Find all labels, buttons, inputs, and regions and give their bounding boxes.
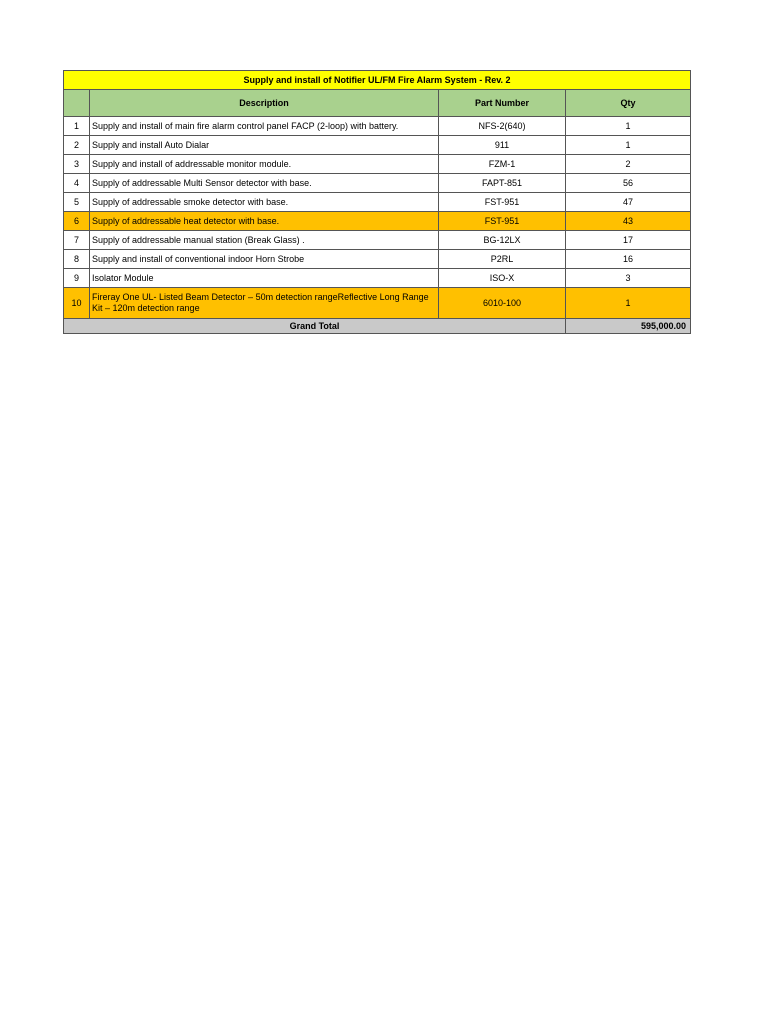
table-row-highlighted [64,212,691,231]
sheet-title: Supply and install of Notifier UL/FM Fire Alarm System - Rev. 2 [64,71,691,90]
row-part-number: BG-12LX [439,231,566,250]
row-number: 8 [64,250,90,269]
table-row [64,250,691,269]
header-no [64,90,90,117]
row-description: Supply and install of addressable monitor module. [90,155,439,174]
row-description: Supply of addressable smoke detector with base. [90,193,439,212]
row-number: 9 [64,269,90,288]
row-part-number: ISO-X [439,269,566,288]
table-row [64,231,691,250]
title-row [64,71,691,90]
header-description: Description [90,90,439,117]
row-qty: 3 [566,269,691,288]
row-number: 5 [64,193,90,212]
row-part-number: FST-951 [439,193,566,212]
table-row [64,269,691,288]
row-description: Supply and install of conventional indoor Horn Strobe [90,250,439,269]
row-number: 2 [64,136,90,155]
row-number: 1 [64,117,90,136]
grand-total-value: 595,000.00 [566,319,691,334]
row-part-number: P2RL [439,250,566,269]
header-part-number: Part Number [439,90,566,117]
header-qty: Qty [566,90,691,117]
row-description: Supply of addressable manual station (Break Glass) . [90,231,439,250]
row-qty: 47 [566,193,691,212]
boq-table [63,70,691,334]
row-qty: 1 [566,288,691,319]
row-qty: 43 [566,212,691,231]
table-row-highlighted [64,288,691,319]
row-number: 3 [64,155,90,174]
row-description: Fireray One UL- Listed Beam Detector – 50m detection rangeReflective Long Range Kit – 120m detection range [90,288,439,319]
table-row [64,174,691,193]
row-number: 10 [64,288,90,319]
header-row [64,90,691,117]
row-description: Supply and install of main fire alarm control panel FACP (2-loop) with battery. [90,117,439,136]
row-part-number: FAPT-851 [439,174,566,193]
row-qty: 1 [566,117,691,136]
table-row [64,193,691,212]
grand-total-row [64,319,691,334]
row-number: 7 [64,231,90,250]
table-row [64,136,691,155]
row-qty: 2 [566,155,691,174]
row-description: Supply of addressable heat detector with base. [90,212,439,231]
row-part-number: 6010-100 [439,288,566,319]
row-description: Supply and install Auto Dialar [90,136,439,155]
row-qty: 17 [566,231,691,250]
row-description: Supply of addressable Multi Sensor detector with base. [90,174,439,193]
row-description: Isolator Module [90,269,439,288]
row-qty: 1 [566,136,691,155]
row-part-number: 911 [439,136,566,155]
row-number: 4 [64,174,90,193]
table-row [64,155,691,174]
row-part-number: NFS-2(640) [439,117,566,136]
row-part-number: FST-951 [439,212,566,231]
row-part-number: FZM-1 [439,155,566,174]
row-qty: 16 [566,250,691,269]
grand-total-label: Grand Total [64,319,566,334]
row-qty: 56 [566,174,691,193]
row-number: 6 [64,212,90,231]
table-row [64,117,691,136]
